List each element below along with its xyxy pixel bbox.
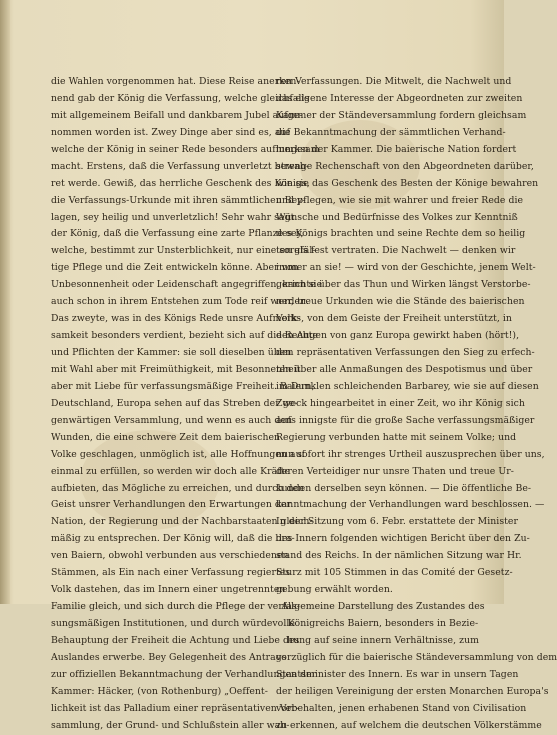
- text-line: lagen, sey heilig und unverletzlich! Sehr wahr sagt: [51, 211, 295, 223]
- text-line: ten als fest vertraten. Die Nachwelt — denken wir: [276, 245, 516, 257]
- text-line: Sturz mit 105 Stimmen in das Comité der Gesetz-: [276, 567, 513, 579]
- text-line: mäßig zu entsprechen. Der König will, daß die bra-: [51, 533, 295, 545]
- text-line: aber mit Liebe für verfassungsmäßige Freiheit. Baiern,: [51, 380, 315, 392]
- text-line: Königreichs Baiern, besonders in Bezie-: [287, 618, 479, 629]
- text-line: kanntmachung der Verhandlungen ward beschlossen. —: [276, 499, 545, 511]
- text-line: und pflegen, wie sie mit wahrer und freier Rede die: [276, 194, 524, 206]
- text-line: die Verfassungs-Urkunde mit ihren sämmtlichen Bey-: [51, 194, 306, 206]
- text-line: samkeit besonders verdient, bezieht sich auf die Rechte: [51, 330, 319, 342]
- text-line: ret werde. Gewiß, das herrliche Geschenk des Königs,: [51, 177, 310, 189]
- text-line: ner, treue Urkunden wie die Stände des baierischen: [276, 296, 525, 308]
- text-line: wie sie das Geschenk des Besten der Könige bewahren: [276, 177, 539, 189]
- text-line: gerichte über das Thun und Wirken längst Verstorbe-: [276, 279, 531, 291]
- left-text-column: [51, 74, 323, 735]
- text-line: macht. Erstens, daß die Verfassung unverletzt bewah-: [51, 160, 310, 172]
- text-line: Staatsminister des Innern. Es war in unsern Tagen: [276, 668, 519, 680]
- binding-gutter: [0, 0, 10, 604]
- text-line: immer an sie! — wird von der Geschichte, jenem Welt-: [276, 262, 536, 274]
- text-line: Das zweyte, was in des Königs Rede unsre Aufmerk-: [51, 313, 301, 325]
- text-line: Wünsche und Bedürfnisse des Volkes zur Kenntniß: [276, 211, 518, 223]
- text-line: im Dunklen schleichenden Barbarey, wie sie auf diesen: [276, 380, 539, 392]
- text-line: Allgemeine Darstellung des Zustandes des: [281, 601, 485, 613]
- text-line: welche der König in seiner Rede besonders aufmerksam: [51, 143, 320, 155]
- text-line: hung auf seine innern Verhältnisse, zum: [287, 634, 479, 646]
- text-line: zu erkennen, auf welchem die deutschen Völkerstämme: [276, 719, 542, 731]
- text-line: stand des Reichs. In der nämlichen Sitzung war Hr.: [276, 550, 522, 562]
- text-line: sungsmäßigen Institutionen, und durch würdevolle: [51, 618, 295, 629]
- text-line: ren Verfassungen. Die Mitwelt, die Nachwelt und: [276, 76, 512, 87]
- text-line: Wunden, die eine schwere Zeit dem baierischen: [51, 431, 281, 443]
- text-line: Zweck hingearbeitet in einer Zeit, wo ihr König sich: [276, 397, 525, 409]
- text-line: des Königs brachten und seine Rechte dem so heilig: [276, 228, 526, 240]
- text-line: lichkeit ist das Palladium einer repräsentativen Ver-: [51, 702, 299, 714]
- text-line: aufbieten, das Mögliche zu erreichen, und durch den: [51, 482, 305, 494]
- text-line: mit allgemeinem Beifall und dankbarem Jubel aufge-: [51, 109, 303, 121]
- text-line: der König, daß die Verfassung eine zarte Pflanze sey,: [51, 228, 304, 240]
- text-line: genwärtigen Versammlung, und wenn es auch den: [51, 414, 292, 426]
- text-line: deren Verteidiger nur unsre Thaten und treue Ur-: [276, 465, 514, 477]
- text-line: Unbesonnenheit oder Leidenschaft angegriffen, kann sie: [51, 279, 323, 291]
- text-line: kunden derselben seyn können. — Die öffentliche Be-: [276, 482, 532, 494]
- text-line: ten über alle Anmaßungen des Despotismus und über: [276, 363, 533, 375]
- text-line: auch schon in ihrem Entstehen zum Tode reif werden.: [51, 296, 310, 308]
- text-line: Volks, von dem Geiste der Freiheit unterstützt, in: [276, 313, 512, 325]
- text-line: nommen worden ist. Zwey Dinge aber sind es, auf: [51, 126, 290, 138]
- text-line: Familie gleich, und sich durch die Pflege der verfas-: [51, 601, 300, 613]
- right-text-column: [276, 74, 557, 735]
- text-line: den repräsentativen Verfassungen den Sieg zu erfech-: [276, 347, 535, 358]
- text-line: sammlung, der Grund- und Schlußstein aller wah-: [51, 719, 290, 731]
- text-line: Volk dastehen, das im Innern einer ungetrennten: [51, 584, 286, 596]
- text-line: des Innern folgenden wichtigen Bericht über den Zu-: [276, 533, 530, 545]
- text-line: Nation, der Regierung und der Nachbarstaaten gleich-: [51, 516, 313, 528]
- text-line: den Augen von ganz Europa gewirkt haben (hört!),: [276, 330, 520, 342]
- text-line: Geist unsrer Verhandlungen den Erwartungen der: [51, 499, 291, 511]
- text-line: lungen der Kammer. Die baierische Nation fordert: [276, 143, 517, 155]
- text-line: einmal zu erfüllen, so werden wir doch alle Kräfte: [51, 465, 291, 477]
- text-line: tige Pflege und die Zeit entwickeln könne. Aber von: [51, 262, 299, 274]
- text-line: und Pflichten der Kammer: sie soll dieselben üben: [51, 347, 292, 358]
- text-line: Stämmen, als Ein nach einer Verfassung regiertes: [51, 567, 291, 579]
- text-line: die Wahlen vorgenommen hat. Diese Reise anerken-: [51, 76, 300, 87]
- text-line: mit Wahl aber mit Freimüthigkeit, mit Besonnenheit: [51, 363, 301, 375]
- text-line: nend gab der König die Verfassung, welche gleichfalls: [51, 92, 310, 104]
- text-line: Kammer der Ständeversammlung fordern gleichsam: [276, 109, 527, 121]
- text-line: ven Baiern, obwohl verbunden aus verschiedenen: [51, 550, 289, 562]
- text-line: Kammer: Häcker, (von Rothenburg) „Oeffent-: [51, 685, 268, 697]
- text-line: die Bekanntmachung der sämmtlichen Verhand-: [276, 126, 506, 138]
- text-line: zur offiziellen Bekanntmachung der Verhandlungen der: [51, 668, 317, 680]
- text-line: In der Sitzung vom 6. Febr. erstattete der Minister: [276, 516, 518, 528]
- text-line: welche, bestimmt zur Unsterblichkeit, nur eine sorgfäl-: [51, 245, 316, 257]
- text-line: Volke geschlagen, unmöglich ist, alle Hoffnungen auf: [51, 448, 306, 460]
- text-line: strenge Rechenschaft von den Abgeordneten darüber,: [276, 160, 534, 172]
- text-line: aufs innigste für die große Sache verfassungsmäßiger: [276, 414, 535, 426]
- text-line: der heiligen Vereinigung der ersten Monarchen Europa's: [276, 685, 549, 697]
- text-line: Deutschland, Europa sehen auf das Streben der ge-: [51, 397, 298, 409]
- text-line: nun sofort ihr strenges Urtheil auszusprechen über uns,: [276, 448, 545, 460]
- text-line: vorbehalten, jenen erhabenen Stand von Civilisation: [276, 702, 527, 714]
- text-line: gebung erwählt worden.: [276, 584, 393, 596]
- text-line: vorzüglich für die baierische Ständeversammlung von dem: [276, 651, 557, 663]
- text-line: Auslandes erwerbe. Bey Gelegenheit des Antrags: [51, 651, 287, 663]
- text-line: das eigene Interesse der Abgeordneten zur zweiten: [276, 92, 523, 104]
- text-line: Behauptung der Freiheit die Achtung und Liebe des: [51, 634, 300, 646]
- text-line: Regierung verbunden hatte mit seinem Volke; und: [276, 431, 517, 443]
